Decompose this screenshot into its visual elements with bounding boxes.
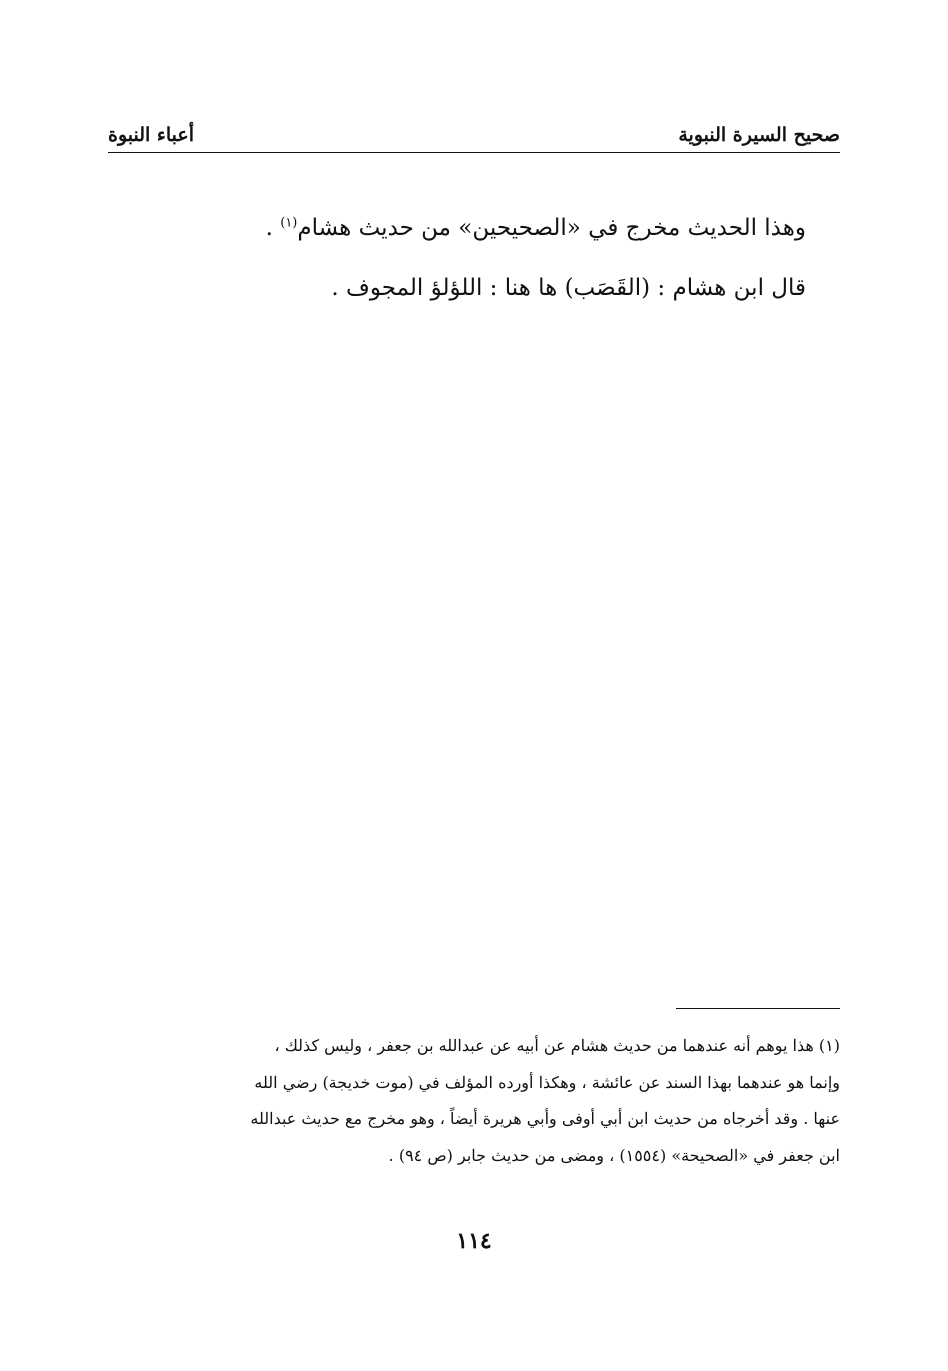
- footnote-line: ابن جعفر في «الصحيحة» (١٥٥٤) ، ومضى من حديث جابر (ص ٩٤) .: [388, 1145, 840, 1165]
- body-line: قال ابن هشام : (القَصَب) ها هنا : اللؤلؤ المجوف .: [331, 275, 806, 301]
- footnote-reference: (١): [280, 215, 298, 231]
- footnote-line: (١) هذا يوهم أنه عندهما من حديث هشام عن أبيه عن عبدالله بن جعفر ، وليس كذلك ،: [274, 1036, 840, 1055]
- footnote-line: وإنما هو عندهما بهذا السند عن عائشة ، وهكذا أورده المؤلف في (موت خديجة) رضي الله: [254, 1072, 840, 1092]
- main-text: [206, 198, 806, 318]
- body-line: [206, 198, 806, 258]
- chapter-title: أعباء النبوة: [108, 124, 194, 146]
- footnote: [108, 1028, 840, 1174]
- running-header: [108, 108, 840, 153]
- footnote-line: عنها . وقد أخرجاه من حديث ابن أبي أوفى وأبي هريرة أيضاً ، وهو مخرج مع حديث عبدالله: [250, 1109, 840, 1128]
- footnote-separator: [676, 1008, 840, 1009]
- page-number: ١١٤: [456, 1228, 492, 1254]
- body-line-end: .: [265, 215, 281, 241]
- body-line-text: وهذا الحديث مخرج في «الصحيحين» من حديث هشام: [297, 215, 806, 241]
- book-title: صحيح السيرة النبوية: [678, 124, 840, 146]
